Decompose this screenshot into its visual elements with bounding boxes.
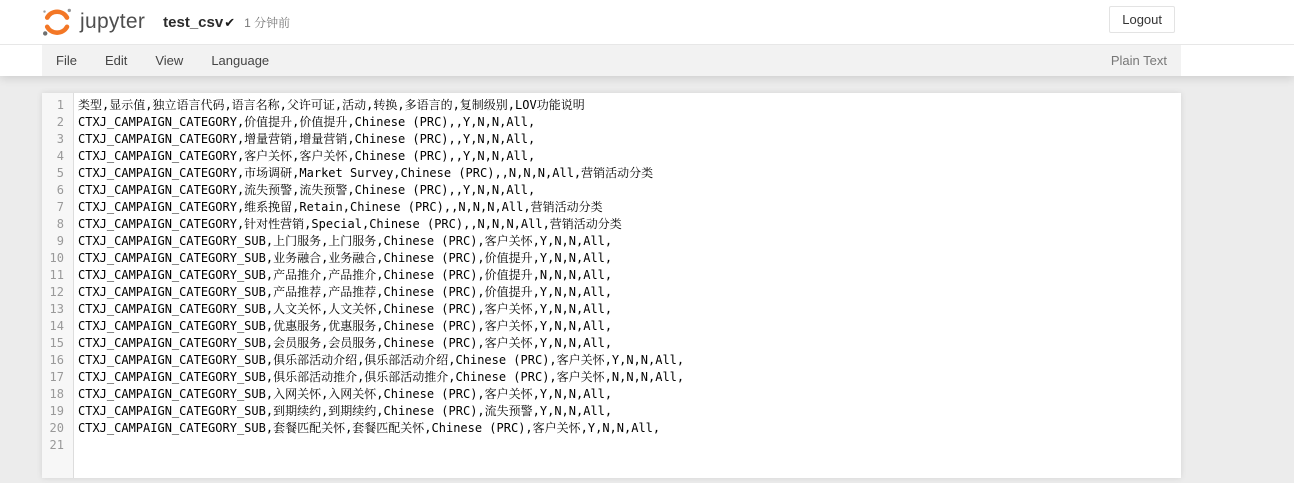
- line-text[interactable]: CTXJ_CAMPAIGN_CATEGORY,维系挽留,Retain,Chinese (PRC),,N,N,N,All,营销活动分类: [78, 200, 603, 214]
- code-line[interactable]: [42, 267, 1181, 284]
- menu-language[interactable]: Language: [211, 53, 270, 68]
- line-text[interactable]: 类型,显示值,独立语言代码,语言名称,父许可证,活动,转换,多语言的,复制级别,LOV功能说明: [78, 98, 585, 112]
- line-text[interactable]: CTXJ_CAMPAIGN_CATEGORY_SUB,俱乐部活动介绍,俱乐部活动介绍,Chinese (PRC),客户关怀,Y,N,N,All,: [78, 353, 685, 367]
- line-number: 14: [49, 319, 64, 333]
- text-editor[interactable]: [42, 93, 1181, 478]
- line-number: 6: [56, 183, 64, 197]
- header: [0, 0, 1294, 45]
- code-line[interactable]: [42, 386, 1181, 403]
- menubar-row: [0, 45, 1294, 76]
- code-line[interactable]: [42, 318, 1181, 335]
- line-text[interactable]: CTXJ_CAMPAIGN_CATEGORY,流失预警,流失预警,Chinese (PRC),,Y,N,N,All,: [78, 183, 536, 197]
- line-number: 8: [56, 217, 64, 231]
- jupyter-wordmark: jupyter: [80, 10, 146, 33]
- jupyter-logo[interactable]: [40, 5, 145, 39]
- line-text[interactable]: CTXJ_CAMPAIGN_CATEGORY_SUB,产品推介,产品推介,Chinese (PRC),价值提升,N,N,N,All,: [78, 268, 613, 282]
- line-text[interactable]: CTXJ_CAMPAIGN_CATEGORY_SUB,套餐匹配关怀,套餐匹配关怀,Chinese (PRC),客户关怀,Y,N,N,All,: [78, 421, 661, 435]
- top-bar: [0, 0, 1294, 76]
- line-text[interactable]: CTXJ_CAMPAIGN_CATEGORY_SUB,产品推荐,产品推荐,Chinese (PRC),价值提升,Y,N,N,All,: [78, 285, 613, 299]
- line-number: 13: [49, 302, 64, 316]
- code-line[interactable]: [42, 182, 1181, 199]
- line-number: 7: [56, 200, 64, 214]
- line-number: 3: [56, 132, 64, 146]
- line-text[interactable]: CTXJ_CAMPAIGN_CATEGORY_SUB,优惠服务,优惠服务,Chinese (PRC),客户关怀,Y,N,N,All,: [78, 319, 613, 333]
- line-text[interactable]: CTXJ_CAMPAIGN_CATEGORY_SUB,入网关怀,入网关怀,Chinese (PRC),客户关怀,Y,N,N,All,: [78, 387, 613, 401]
- line-text[interactable]: [73, 437, 78, 454]
- line-text[interactable]: CTXJ_CAMPAIGN_CATEGORY_SUB,到期续约,到期续约,Chinese (PRC),流失预警,Y,N,N,All,: [78, 404, 613, 418]
- menu-edit[interactable]: Edit: [104, 53, 128, 68]
- file-title: [163, 14, 290, 31]
- code-line[interactable]: [42, 352, 1181, 369]
- last-saved-timestamp: 1 分钟前: [244, 15, 291, 30]
- line-text[interactable]: CTXJ_CAMPAIGN_CATEGORY,客户关怀,客户关怀,Chinese (PRC),,Y,N,N,All,: [78, 149, 536, 163]
- code-lines: [42, 97, 1181, 454]
- code-line[interactable]: [42, 114, 1181, 131]
- line-number: 11: [49, 268, 64, 282]
- line-number: 2: [56, 115, 64, 129]
- line-number: 12: [49, 285, 64, 299]
- code-line[interactable]: [42, 233, 1181, 250]
- line-number: 21: [49, 438, 64, 452]
- logout-button[interactable]: Logout: [1109, 6, 1175, 33]
- code-line[interactable]: [42, 165, 1181, 182]
- line-text[interactable]: CTXJ_CAMPAIGN_CATEGORY,市场调研,Market Survey,Chinese (PRC),,N,N,N,All,营销活动分类: [78, 166, 654, 180]
- code-line[interactable]: [42, 369, 1181, 386]
- line-number: 20: [49, 421, 64, 435]
- code-line[interactable]: [42, 216, 1181, 233]
- code-line[interactable]: [42, 301, 1181, 318]
- line-number: 19: [49, 404, 64, 418]
- jupyter-logo-icon: [40, 5, 74, 39]
- line-number: 17: [49, 370, 64, 384]
- line-number: 15: [49, 336, 64, 350]
- line-text[interactable]: CTXJ_CAMPAIGN_CATEGORY,增量营销,增量营销,Chinese (PRC),,Y,N,N,All,: [78, 132, 536, 146]
- filename[interactable]: test_csv: [163, 13, 224, 31]
- code-line[interactable]: [42, 131, 1181, 148]
- line-number: 10: [49, 251, 64, 265]
- code-line[interactable]: [42, 437, 1181, 454]
- code-line[interactable]: [42, 403, 1181, 420]
- line-text[interactable]: CTXJ_CAMPAIGN_CATEGORY,针对性营销,Special,Chinese (PRC),,N,N,N,All,营销活动分类: [78, 217, 622, 231]
- code-line[interactable]: [42, 250, 1181, 267]
- line-number: 5: [56, 166, 64, 180]
- code-line[interactable]: [42, 284, 1181, 301]
- code-line[interactable]: [42, 97, 1181, 114]
- line-text[interactable]: CTXJ_CAMPAIGN_CATEGORY_SUB,上门服务,上门服务,Chinese (PRC),客户关怀,Y,N,N,All,: [78, 234, 613, 248]
- menubar: [42, 45, 1181, 76]
- line-text[interactable]: CTXJ_CAMPAIGN_CATEGORY,价值提升,价值提升,Chinese (PRC),,Y,N,N,All,: [78, 115, 536, 129]
- saved-check-icon: ✔: [224, 14, 236, 30]
- line-number: 16: [49, 353, 64, 367]
- code-line[interactable]: [42, 420, 1181, 437]
- code-line[interactable]: [42, 199, 1181, 216]
- line-number: 4: [56, 149, 64, 163]
- menu-view[interactable]: View: [155, 53, 184, 68]
- code-line[interactable]: [42, 335, 1181, 352]
- mode-indicator: Plain Text: [1110, 53, 1167, 68]
- line-number: 18: [49, 387, 64, 401]
- line-number: 1: [56, 98, 64, 112]
- line-text[interactable]: CTXJ_CAMPAIGN_CATEGORY_SUB,俱乐部活动推介,俱乐部活动推介,Chinese (PRC),客户关怀,N,N,N,All,: [78, 370, 685, 384]
- line-text[interactable]: CTXJ_CAMPAIGN_CATEGORY_SUB,业务融合,业务融合,Chinese (PRC),价值提升,Y,N,N,All,: [78, 251, 613, 265]
- code-line[interactable]: [42, 148, 1181, 165]
- menu-file[interactable]: File: [56, 53, 77, 68]
- line-text[interactable]: CTXJ_CAMPAIGN_CATEGORY_SUB,人文关怀,人文关怀,Chinese (PRC),客户关怀,Y,N,N,All,: [78, 302, 613, 316]
- line-number: 9: [56, 234, 64, 248]
- line-text[interactable]: CTXJ_CAMPAIGN_CATEGORY_SUB,会员服务,会员服务,Chinese (PRC),客户关怀,Y,N,N,All,: [78, 336, 613, 350]
